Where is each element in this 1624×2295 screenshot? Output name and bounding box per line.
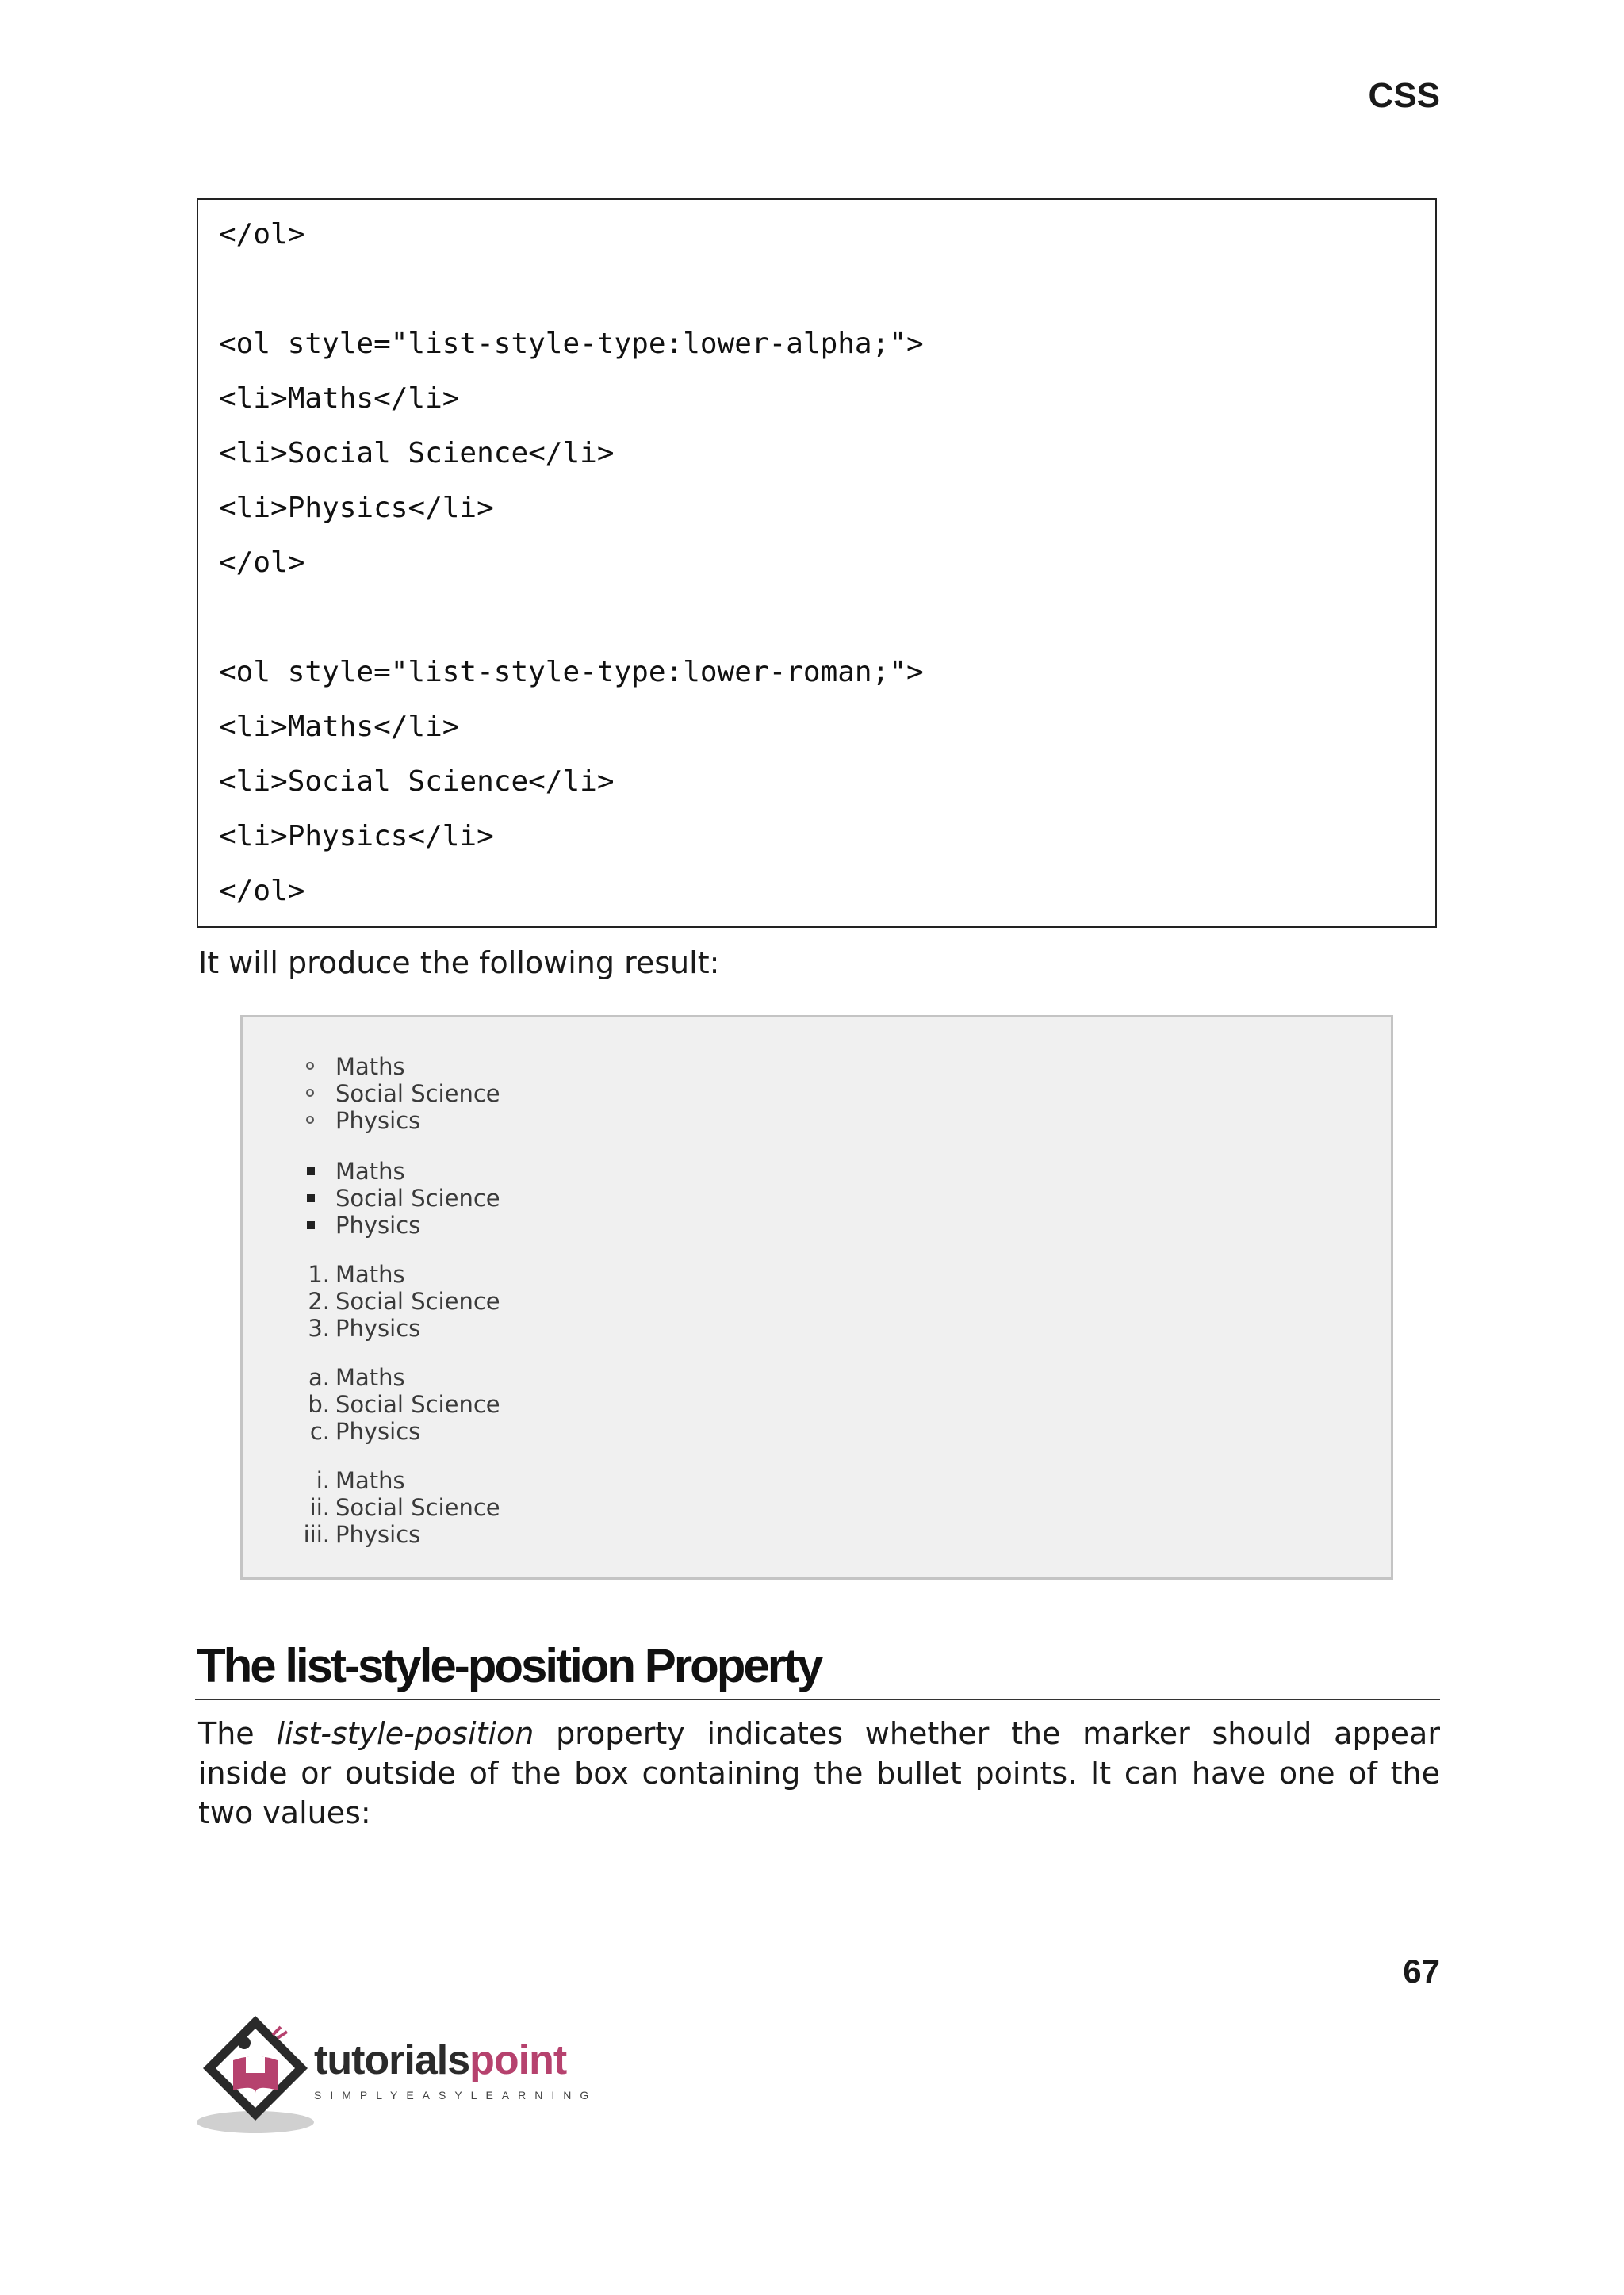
page-number: 67	[1403, 1952, 1440, 1990]
header-section-label: CSS	[1368, 76, 1440, 115]
code-line: </ol>	[219, 546, 305, 579]
list-marker: 1.	[308, 1261, 330, 1288]
code-line: <li>Physics</li>	[219, 820, 494, 852]
paragraph-line: two values:	[198, 1795, 371, 1830]
list-item-text: Physics	[335, 1107, 421, 1134]
list-marker: c.	[309, 1418, 330, 1445]
list-item-text: Social Science	[335, 1288, 500, 1315]
paragraph-line	[198, 1716, 1440, 1751]
list-item-text: Social Science	[335, 1391, 500, 1418]
list-item-text: Social Science	[335, 1080, 500, 1107]
code-line: <li>Social Science</li>	[219, 765, 615, 798]
list-marker: a.	[308, 1364, 330, 1391]
heading-divider	[195, 1699, 1440, 1700]
paragraph-term: list-style-position	[276, 1716, 534, 1751]
square-bullet-icon	[307, 1221, 315, 1229]
code-line: </ol>	[219, 218, 305, 251]
list-item-text: Physics	[335, 1315, 421, 1342]
tutorialspoint-logo	[197, 2011, 609, 2138]
paragraph-text: property indicates whether the marker should appear	[556, 1716, 1440, 1751]
logo-tagline: SIMPLYEASYLEARNING	[314, 2089, 598, 2102]
list-item-text: Maths	[335, 1467, 405, 1494]
circle-bullet-icon	[306, 1062, 314, 1070]
code-block	[197, 198, 1437, 928]
list-item-text: Maths	[335, 1053, 405, 1080]
list-marker: iii.	[303, 1521, 330, 1548]
circle-bullet-icon	[306, 1089, 314, 1097]
list-item-text: Social Science	[335, 1494, 500, 1521]
logo-word-point: point	[469, 2037, 567, 2083]
square-bullet-icon	[307, 1194, 315, 1202]
list-item-text: Physics	[335, 1212, 421, 1239]
circle-bullet-icon	[306, 1116, 314, 1124]
code-line: </ol>	[219, 875, 305, 907]
list-item-text: Social Science	[335, 1185, 500, 1212]
code-line: <ol style="list-style-type:lower-alpha;">	[219, 328, 924, 360]
list-marker: ii.	[309, 1494, 330, 1521]
logo-emblem-icon	[197, 2011, 316, 2138]
intro-text: It will produce the following result:	[198, 945, 720, 980]
list-marker: i.	[316, 1467, 330, 1494]
list-item-text: Maths	[335, 1364, 405, 1391]
result-output-box	[240, 1015, 1393, 1580]
square-bullet-icon	[307, 1167, 315, 1175]
list-item-text: Maths	[335, 1158, 405, 1185]
code-line: <ol style="list-style-type:lower-roman;">	[219, 656, 924, 688]
logo-word-tutorials: tutorials	[314, 2037, 470, 2083]
code-line: <li>Physics</li>	[219, 492, 494, 524]
code-line: <li>Maths</li>	[219, 711, 460, 743]
section-heading: The list-style-position Property	[197, 1639, 822, 1692]
logo-wordmark	[314, 2036, 566, 2084]
list-marker: 3.	[308, 1315, 330, 1342]
code-line: <li>Maths</li>	[219, 382, 460, 415]
list-item-text: Physics	[335, 1521, 421, 1548]
list-item-text: Physics	[335, 1418, 421, 1445]
list-marker: b.	[308, 1391, 330, 1418]
list-marker: 2.	[308, 1288, 330, 1315]
paragraph-text: The	[198, 1716, 255, 1751]
list-item-text: Maths	[335, 1261, 405, 1288]
code-line: <li>Social Science</li>	[219, 437, 615, 469]
paragraph-line: inside or outside of the box containing the bullet points. It can have one of the	[198, 1756, 1440, 1791]
